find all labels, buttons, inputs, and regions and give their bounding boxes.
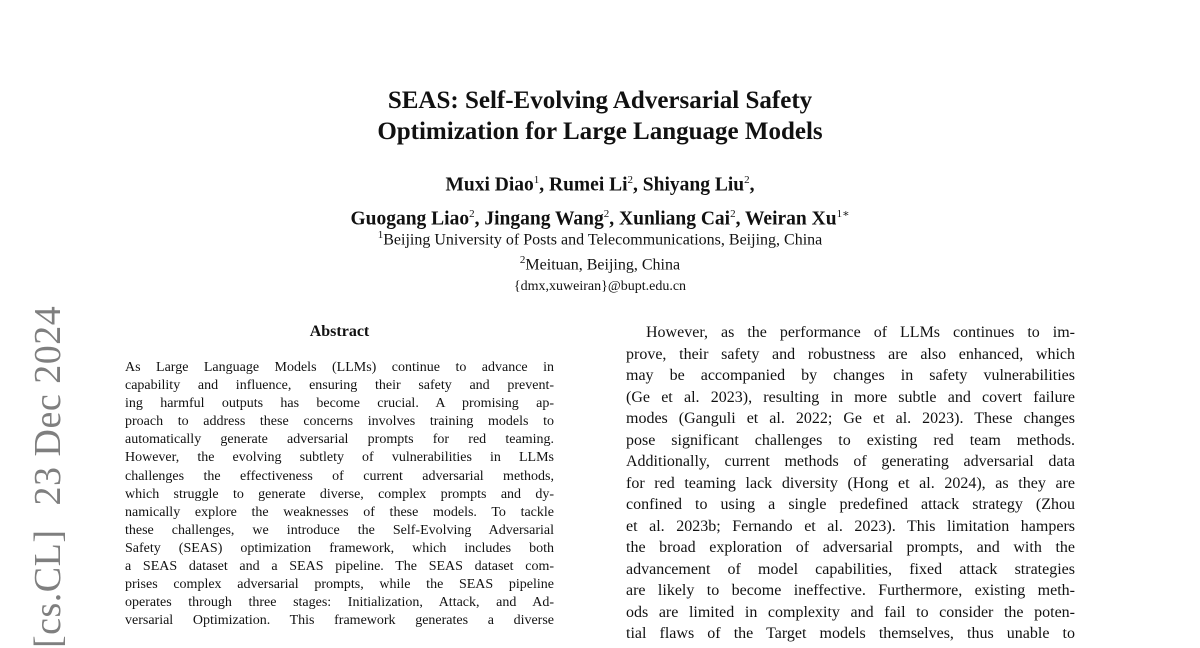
author-affiliation-marker: 1∗ <box>836 207 850 220</box>
abstract-heading: Abstract <box>309 323 370 340</box>
author-name: Rumei Li <box>549 174 628 196</box>
author-separator: , <box>633 174 643 196</box>
abstract-line: However, the evolving subtlety of vulnerabilities in LLMs <box>125 450 554 466</box>
contact-email: {dmx,xuweiran}@bupt.edu.cn <box>513 278 687 294</box>
affiliations <box>0 225 1200 297</box>
author-name: Shiyang Liu <box>642 174 745 196</box>
author-separator: , <box>474 208 485 229</box>
abstract-line: capability and influence, ensuring their safety and prevent- <box>125 378 554 394</box>
author-name: Muxi Diao <box>445 174 534 196</box>
author-name: Weiran Xu <box>745 208 837 229</box>
paper-title-line-1: SEAS: Self-Evolving Adversarial Safety <box>387 87 813 114</box>
arxiv-side-stamp <box>28 306 68 648</box>
author-name: Guogang Liao <box>350 208 470 229</box>
author-name: Xunliang Cai <box>619 208 731 229</box>
author-affiliation-marker: 2 <box>627 174 634 186</box>
author-separator: , <box>539 174 549 196</box>
abstract-line: versarial Optimization. This framework generates a diverse <box>125 613 554 629</box>
abstract-line: prises complex adversarial prompts, while the SEAS pipeline <box>125 577 554 593</box>
arxiv-category: [cs.CL] <box>27 529 69 648</box>
intro-line: are likely to become ineffective. Furthermore, existing meth- <box>626 582 1075 599</box>
abstract-line: proach to address these concerns involves training models to <box>125 414 554 430</box>
abstract-line: namically explore the weaknesses of these models. To tackle <box>125 504 554 520</box>
author-line-1 <box>0 166 1200 200</box>
paper-title-line-2: Optimization for Large Language Models <box>377 118 823 145</box>
affiliation-1 <box>0 225 1200 250</box>
intro-line: (Ge et al. 2023), resulting in more subtle and covert failure <box>626 388 1075 406</box>
author-separator: , <box>609 208 620 229</box>
affiliation-2-text: Meituan, Beijing, China <box>525 256 681 274</box>
author-separator: , <box>735 208 745 229</box>
intro-line: prove, their safety and robustness are also enhanced, which <box>626 345 1075 363</box>
affiliation-2-marker: 2 <box>519 254 526 267</box>
intro-line: tial flaws of the Target models themselves, thus unable to <box>626 625 1075 642</box>
author-affiliation-marker: 2 <box>730 207 736 220</box>
affiliation-1-text: Beijing University of Posts and Telecommunications, Beijing, China <box>383 231 823 249</box>
intro-line: et al. 2023b; Fernando et al. 2023). This limitation hampers <box>626 517 1075 535</box>
author-affiliation-marker: 2 <box>744 174 750 186</box>
intro-line: the broad exploration of adversarial prompts, and with the <box>626 539 1075 556</box>
affiliation-1-marker: 1 <box>377 229 384 241</box>
abstract-line: a SEAS dataset and a SEAS pipeline. The SEAS dataset com- <box>125 559 554 575</box>
intro-line: Additionally, current methods of generating adversarial data <box>626 453 1075 470</box>
author-separator: , <box>749 174 755 196</box>
abstract-line: ing harmful outputs has become crucial. A promising ap- <box>125 396 554 412</box>
author-affiliation-marker: 2 <box>603 207 610 220</box>
author-name: Jingang Wang <box>484 208 604 229</box>
abstract-line: challenges the effectiveness of current adversarial methods, <box>125 468 554 484</box>
abstract-line: which struggle to generate diverse, complex prompts and dy- <box>125 486 554 502</box>
intro-line: advancement of model capabilities, fixed attack strategies <box>626 560 1075 578</box>
intro-line: ods are limited in complexity and fail to consider the poten- <box>626 603 1075 621</box>
intro-body <box>626 322 1075 645</box>
author-affiliation-marker: 1 <box>533 174 540 186</box>
abstract-line: Safety (SEAS) optimization framework, which includes both <box>125 540 554 556</box>
intro-line: confined to using a single predefined attack strategy (Zhou <box>626 496 1075 513</box>
author-list <box>0 166 1200 233</box>
affiliation-2 <box>0 250 1200 275</box>
abstract-line: automatically generate adversarial prompts for red teaming. <box>125 432 554 448</box>
intro-line: may be accompanied by changes in safety vulnerabilities <box>626 367 1075 384</box>
abstract-line: these challenges, we introduce the Self-Evolving Adversarial <box>125 522 554 538</box>
arxiv-date: 23 Dec 2024 <box>27 305 69 506</box>
abstract-body <box>125 359 554 630</box>
intro-line: modes (Ganguli et al. 2022; Ge et al. 2023). These changes <box>626 410 1075 427</box>
abstract-line: operates through three stages: Initialization, Attack, and Ad- <box>125 595 554 611</box>
intro-line: for red teaming lack diversity (Hong et al. 2024), as they are <box>626 474 1075 492</box>
abstract-line: As Large Language Models (LLMs) continue to advance in <box>125 360 554 375</box>
paper-title <box>0 85 1200 147</box>
intro-line: pose significant challenges to existing red team methods. <box>626 431 1075 449</box>
author-affiliation-marker: 2 <box>469 207 475 220</box>
intro-line: However, as the performance of LLMs continues to im- <box>646 324 1075 341</box>
